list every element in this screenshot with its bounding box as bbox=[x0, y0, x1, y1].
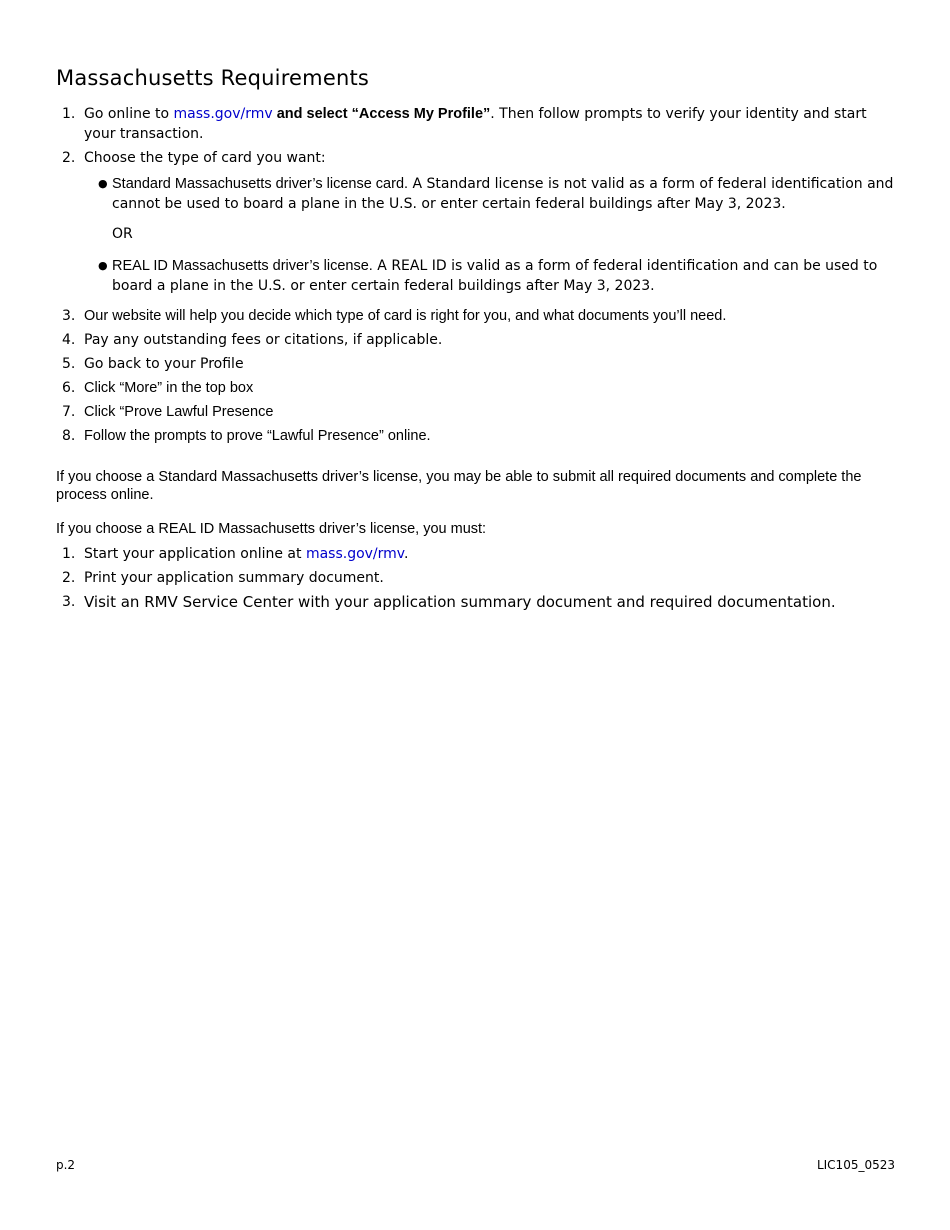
step-6 bbox=[56, 378, 896, 398]
page-number: p.2 bbox=[56, 1158, 76, 1172]
bullet-icon: ● bbox=[98, 177, 108, 190]
step-text bbox=[84, 104, 896, 144]
step-number: 1. bbox=[62, 106, 76, 122]
list-item bbox=[84, 174, 896, 214]
document-page bbox=[56, 66, 896, 616]
step-text: Print your application summary document. bbox=[84, 570, 384, 586]
page-title: Massachusetts Requirements bbox=[56, 66, 370, 90]
step-number: 5. bbox=[62, 356, 76, 372]
step-text: Go back to your Profile bbox=[84, 356, 244, 372]
step-number: 3. bbox=[62, 594, 76, 610]
step-text: Choose the type of card you want: bbox=[84, 150, 326, 166]
real-id-step-3 bbox=[56, 592, 896, 612]
step-5 bbox=[56, 354, 896, 374]
step-text: Click “More” in the top box bbox=[84, 380, 254, 396]
step-text-pre: Start your application online at bbox=[84, 546, 306, 562]
card-type-text: A REAL ID is valid as a form of federal identification and can be used to board a plane in the U.S. or enter certain federal buildings after May 3, 2023. bbox=[112, 258, 878, 294]
card-type-list bbox=[84, 174, 896, 214]
or-separator: OR bbox=[112, 226, 133, 242]
form-code: LIC105_0523 bbox=[816, 1158, 895, 1172]
bullet-icon: ● bbox=[98, 259, 108, 272]
step-2 bbox=[56, 148, 896, 302]
step-4 bbox=[56, 330, 896, 350]
card-type-lead: REAL ID Massachusetts driver’s license. bbox=[112, 258, 373, 274]
card-type-text: A Standard license is not valid as a form of federal identification and cannot be used to board a plane in the U.S. or enter certain federal buildings after May 3, 2023. bbox=[112, 176, 894, 212]
step-text: Pay any outstanding fees or citations, if applicable. bbox=[84, 332, 443, 348]
step-text-post: . Then follow prompts to verify your identity and start your transaction. bbox=[84, 106, 867, 142]
step-text-post: . bbox=[404, 546, 409, 562]
standard-license-paragraph: If you choose a Standard Massachusetts driver’s license, you may be able to submit all required documents and complete the process online. bbox=[56, 469, 862, 503]
step-number: 4. bbox=[62, 332, 76, 348]
card-type-list bbox=[84, 256, 896, 296]
step-text: Follow the prompts to prove “Lawful Presence” online. bbox=[84, 428, 431, 444]
list-item bbox=[84, 256, 896, 296]
step-number: 2. bbox=[62, 570, 76, 586]
step-7 bbox=[56, 402, 896, 422]
step-text: Click “Prove Lawful Presence bbox=[84, 404, 274, 420]
card-type-lead: Standard Massachusetts driver’s license card. bbox=[112, 176, 409, 192]
step-text: Visit an RMV Service Center with your application summary document and required documentation. bbox=[84, 593, 836, 611]
step-text bbox=[84, 544, 896, 564]
step-text-pre: Go online to bbox=[84, 106, 174, 122]
step-8 bbox=[56, 426, 896, 446]
step-number: 7. bbox=[62, 404, 76, 420]
rmv-link[interactable]: mass.gov/rmv bbox=[305, 546, 404, 562]
real-id-step-1 bbox=[56, 544, 896, 564]
step-body bbox=[84, 148, 896, 302]
real-id-paragraph: If you choose a REAL ID Massachusetts driver’s license, you must: bbox=[56, 521, 487, 537]
step-1 bbox=[56, 104, 896, 144]
step-number: 3. bbox=[62, 308, 76, 324]
step-text-bold: and select “Access My Profile” bbox=[272, 106, 491, 122]
real-id-step-2 bbox=[56, 568, 896, 588]
step-number: 8. bbox=[62, 428, 76, 444]
real-id-steps bbox=[56, 544, 896, 612]
step-number: 2. bbox=[62, 150, 76, 166]
step-text: Our website will help you decide which type of card is right for you, and what documents you’ll need. bbox=[84, 308, 727, 324]
requirements-steps bbox=[56, 104, 896, 446]
step-number: 6. bbox=[62, 380, 76, 396]
rmv-link[interactable]: mass.gov/rmv bbox=[173, 106, 273, 122]
step-3 bbox=[56, 306, 896, 326]
step-number: 1. bbox=[62, 546, 76, 562]
